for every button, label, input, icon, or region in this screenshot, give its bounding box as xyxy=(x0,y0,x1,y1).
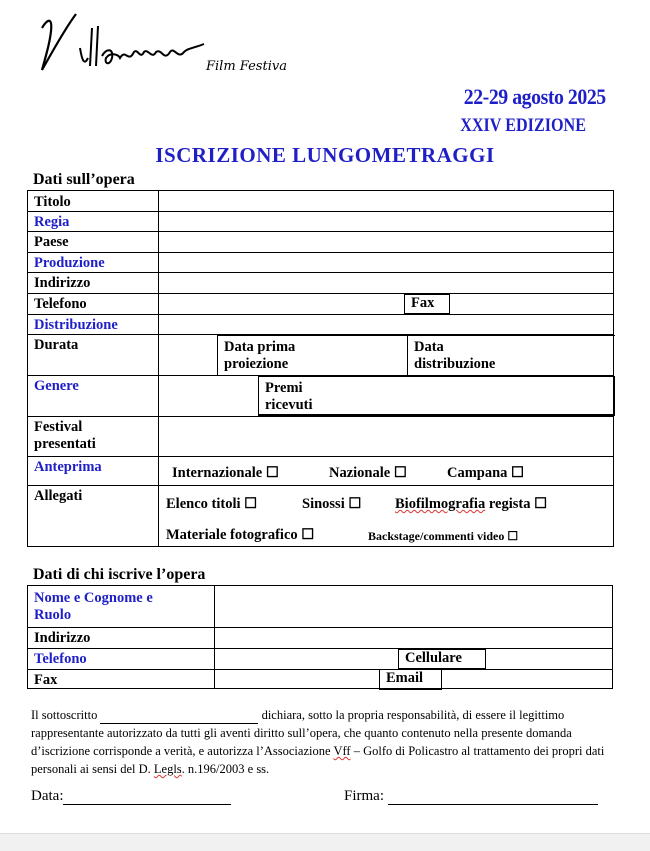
section-title-iscrive: Dati di chi iscrive l’opera xyxy=(33,566,206,583)
checkbox-elenco-titoli[interactable]: Elenco titoli ☐ xyxy=(166,496,258,512)
label-distribuzione: Distribuzione xyxy=(34,317,118,333)
label-genere: Genere xyxy=(34,378,79,394)
label-fax-iscrive: Fax xyxy=(34,672,58,688)
input-nome-cognome[interactable] xyxy=(215,586,612,627)
label-festival: Festival presentati xyxy=(34,419,96,452)
label-cellulare: Cellulare xyxy=(398,649,486,669)
label-fax: Fax xyxy=(404,294,450,314)
iscrive-table xyxy=(27,585,613,689)
input-telefono-iscrive[interactable] xyxy=(215,649,397,669)
label-nome-cognome: Nome e Cognome e Ruolo xyxy=(34,590,153,623)
checkbox-biofilmografia[interactable]: Biofilmografia regista ☐ xyxy=(395,496,548,512)
input-titolo[interactable] xyxy=(159,191,613,211)
input-email[interactable] xyxy=(443,670,612,689)
checkbox-internazionale[interactable]: Internazionale ☐ xyxy=(172,465,279,481)
checkbox-backstage[interactable]: Backstage/commenti video ☐ xyxy=(368,529,519,543)
checkbox-sinossi[interactable]: Sinossi ☐ xyxy=(302,496,362,512)
label-titolo: Titolo xyxy=(34,194,71,210)
label-durata: Durata xyxy=(34,337,79,353)
label-allegati: Allegati xyxy=(34,488,83,504)
firma-field[interactable] xyxy=(388,804,598,805)
input-telefono[interactable] xyxy=(159,294,399,314)
checkbox-campana[interactable]: Campana ☐ xyxy=(447,465,525,481)
input-regia[interactable] xyxy=(159,212,613,231)
input-genere[interactable] xyxy=(159,376,257,416)
label-regia: Regia xyxy=(34,214,70,230)
edition-label: XXIV EDIZIONE xyxy=(460,115,586,136)
checkbox-materiale-fotografico[interactable]: Materiale fotografico ☐ xyxy=(166,527,315,543)
festival-dates: 22-29 agosto 2025 xyxy=(464,84,606,109)
sottoscritto-field[interactable] xyxy=(100,723,258,724)
label-indirizzo: Indirizzo xyxy=(34,275,91,291)
form-title: ISCRIZIONE LUNGOMETRAGGI xyxy=(155,143,495,167)
input-indirizzo[interactable] xyxy=(159,273,613,293)
logo-script-icon xyxy=(36,8,286,78)
window-footer-bar xyxy=(0,833,650,851)
label-premi: Premi ricevuti xyxy=(258,376,615,416)
data-signature: Data: xyxy=(31,788,231,805)
input-fax[interactable] xyxy=(451,294,613,314)
section-title-opera: Dati sull’opera xyxy=(33,171,135,188)
checkbox-nazionale[interactable]: Nazionale ☐ xyxy=(329,465,407,481)
label-email: Email xyxy=(379,669,442,690)
label-produzione: Produzione xyxy=(34,255,105,271)
label-paese: Paese xyxy=(34,234,69,250)
input-cellulare[interactable] xyxy=(487,649,612,669)
input-fax-iscrive[interactable] xyxy=(215,670,378,689)
label-data-prima: Data prima proiezione xyxy=(217,335,407,375)
label-anteprima: Anteprima xyxy=(34,459,102,475)
input-produzione[interactable] xyxy=(159,253,613,272)
input-durata[interactable] xyxy=(159,335,217,375)
input-paese[interactable] xyxy=(159,232,613,252)
data-field[interactable] xyxy=(63,804,231,805)
declaration-text: Il sottoscritto dichiara, sotto la propria responsabilità, di essere il legittimo rappresentante autorizzato da tutti gli aventi diritto sull’opera, che quanto contenuto nella presente domanda d’iscrizione corrisponde a verità, e autorizza l’Associazione Vff – Golfo di Policastro al trattamento dei propri dati personali ai sensi del D. Legls. n.196/2003 e ss. xyxy=(31,708,605,776)
festival-logo xyxy=(36,8,286,78)
input-distribuzione[interactable] xyxy=(159,315,613,334)
label-data-distribuzione: Data distribuzione xyxy=(407,335,615,375)
firma-signature: Firma: xyxy=(344,788,598,805)
svg-text:Film Festival: Film Festival xyxy=(206,59,286,74)
label-telefono: Telefono xyxy=(34,296,87,312)
opera-table xyxy=(27,190,614,547)
label-telefono-iscrive: Telefono xyxy=(34,651,87,667)
label-indirizzo-iscrive: Indirizzo xyxy=(34,630,91,646)
input-festival[interactable] xyxy=(159,417,613,456)
input-indirizzo-iscrive[interactable] xyxy=(215,628,612,648)
